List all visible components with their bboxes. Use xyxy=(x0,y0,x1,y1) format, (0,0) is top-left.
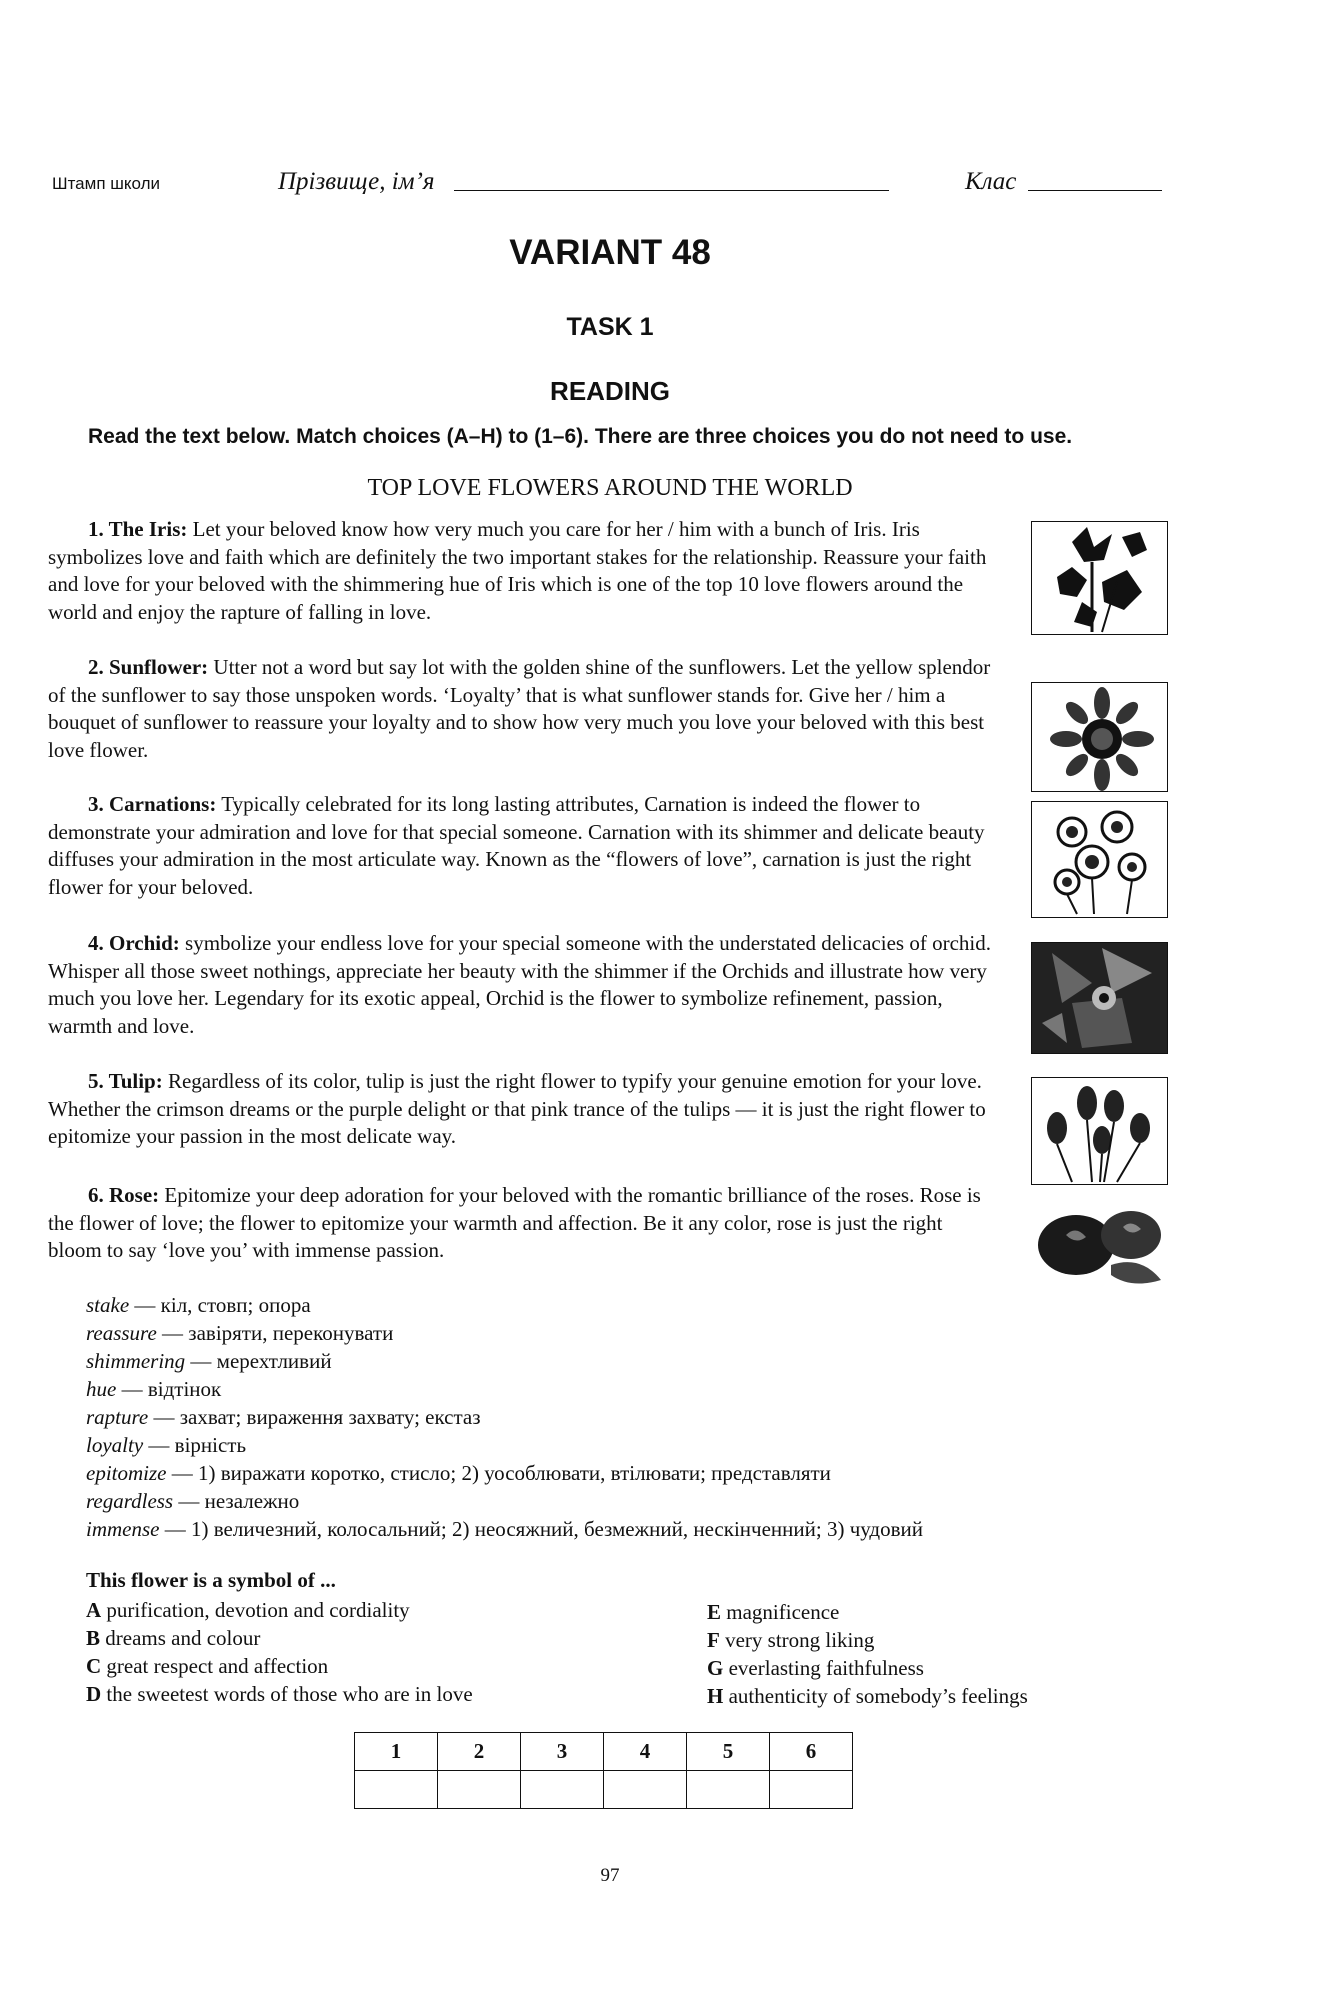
choices-heading: This flower is a symbol of ... xyxy=(86,1568,336,1592)
paragraph-lead: 5. Tulip: xyxy=(88,1069,163,1093)
paragraph-sunflower xyxy=(48,654,1000,764)
choices-left xyxy=(86,1596,686,1708)
answer-cell-1[interactable] xyxy=(355,1771,438,1809)
answer-cell-6[interactable] xyxy=(770,1771,853,1809)
page-number: 97 xyxy=(600,1865,620,1886)
answer-header-1: 1 xyxy=(355,1733,438,1771)
paragraph-lead: 4. Orchid: xyxy=(88,931,180,955)
choice-d: D the sweetest words of those who are in love xyxy=(86,1682,473,1706)
paragraph-rose xyxy=(48,1182,1000,1265)
instruction: Read the text below. Match choices (A–H) to (1–6). There are three choices you do not need to use. xyxy=(88,425,1073,448)
glossary-entry: shimmering — мерехтливий xyxy=(86,1349,332,1373)
section-title: READING xyxy=(550,376,670,406)
answer-cell-2[interactable] xyxy=(438,1771,521,1809)
answer-cell-3[interactable] xyxy=(521,1771,604,1809)
paragraph-carnations xyxy=(48,791,1000,901)
glossary-entry: epitomize — 1) виражати коротко, стисло; 2) уособлювати, втілювати; представляти xyxy=(86,1461,831,1485)
answer-table-row xyxy=(355,1771,853,1809)
choice-e: E magnificence xyxy=(707,1600,840,1624)
paragraph-body: Typically celebrated for its long lasting attributes, Carnation is indeed the flower to demonstrate your admiration and love for that special someone. Carnation with its shimmer and delicate beauty diffuses your admiration in the most articulate way. Known as the “flowers of love”, carnation is just the right flower for your beloved. xyxy=(48,792,985,899)
paragraph-lead: 6. Rose: xyxy=(88,1183,160,1207)
variant-title: VARIANT 48 xyxy=(509,233,711,272)
iris-image xyxy=(1031,521,1168,635)
answer-header-2: 2 xyxy=(438,1733,521,1771)
answer-header-5: 5 xyxy=(687,1733,770,1771)
answer-header-4: 4 xyxy=(604,1733,687,1771)
paragraph-lead: 3. Carnations: xyxy=(88,792,217,816)
carnation-image xyxy=(1031,801,1168,918)
paragraph-lead: 2. Sunflower: xyxy=(88,655,209,679)
school-stamp-label: Штамп школи xyxy=(52,174,161,193)
answer-header-6: 6 xyxy=(770,1733,853,1771)
text-title: TOP LOVE FLOWERS AROUND THE WORLD xyxy=(367,475,853,501)
choice-c: C great respect and affection xyxy=(86,1654,329,1678)
answer-cell-4[interactable] xyxy=(604,1771,687,1809)
glossary-entry: stake — кіл, стовп; опора xyxy=(86,1293,311,1317)
class-label: Клас xyxy=(965,168,1017,195)
orchid-image xyxy=(1031,942,1168,1054)
paragraph-body: Epitomize your deep adoration for your beloved with the romantic brilliance of the roses. Rose is the flower of love; the flower to epitomize your warmth and affection. Be it any color, rose is just the right bloom to say ‘love you’ with immense passion. xyxy=(48,1183,981,1262)
paragraph-body: symbolize your endless love for your special someone with the understated delicacies of orchid. Whisper all those sweet nothings, appreciate her beauty with the shimmer if the Orchids and illustrate how very much you love her. Legendary for its exotic appeal, Orchid is the flower to symbolize refinement, passion, warmth and love. xyxy=(48,931,991,1038)
paragraph-lead: 1. The Iris: xyxy=(88,517,188,541)
name-label: Прізвище, ім’я xyxy=(278,168,435,195)
glossary-entry: reassure — завіряти, переконувати xyxy=(86,1321,394,1345)
task-title: TASK 1 xyxy=(566,313,654,341)
paragraph-body: Utter not a word but say lot with the golden shine of the sunflowers. Let the yellow splendor of the sunflower to say those unspoken words. ‘Loyalty’ that is what sunflower stands for. Give her / him a bouquet of sunflower to reassure your loyalty and to show how very much you love your beloved with this best love flower. xyxy=(48,655,991,762)
glossary-entry: immense — 1) величезний, колосальний; 2) неосяжний, безмежний, нескінченний; 3) чудовий xyxy=(86,1517,924,1541)
rose-image xyxy=(1031,1205,1166,1289)
choice-b: B dreams and colour xyxy=(86,1626,261,1650)
choice-g: G everlasting faithfulness xyxy=(707,1656,924,1680)
sunflower-image xyxy=(1031,682,1168,792)
paragraph-body: Let your beloved know how very much you care for her / him with a bunch of Iris. Iris symbolizes love and faith which are definitely the two important stakes for the relationship. Reassure your faith and love for your beloved with the shimmering hue of Iris which is one of the top 10 love flowers around the world and enjoy the rapture of falling in love. xyxy=(48,517,987,624)
choice-h: H authenticity of somebody’s feelings xyxy=(707,1684,1028,1708)
paragraph-orchid xyxy=(48,930,1000,1040)
choice-f: F very strong liking xyxy=(707,1628,875,1652)
glossary-entry: loyalty — вірність xyxy=(86,1433,247,1457)
name-field[interactable] xyxy=(454,190,889,191)
paragraph-iris xyxy=(48,516,1000,626)
answer-cell-5[interactable] xyxy=(687,1771,770,1809)
glossary xyxy=(86,1291,1186,1543)
choices-right xyxy=(707,1598,1167,1710)
header xyxy=(52,168,1172,208)
class-field[interactable] xyxy=(1028,190,1162,191)
tulip-image xyxy=(1031,1077,1168,1185)
paragraph-body: Regardless of its color, tulip is just the right flower to typify your genuine emotion for your love. Whether the crimson dreams or the purple delight or that pink trance of the tulips — it is just the right flower to epitomize your passion in the most delicate way. xyxy=(48,1069,986,1148)
glossary-entry: hue — відтінок xyxy=(86,1377,222,1401)
answer-table xyxy=(354,1732,853,1809)
choice-a: A purification, devotion and cordiality xyxy=(86,1598,410,1622)
answer-header-3: 3 xyxy=(521,1733,604,1771)
glossary-entry: rapture — захват; вираження захвату; екстаз xyxy=(86,1405,481,1429)
paragraph-tulip xyxy=(48,1068,1000,1151)
answer-table-header xyxy=(355,1733,853,1771)
glossary-entry: regardless — незалежно xyxy=(86,1489,300,1513)
